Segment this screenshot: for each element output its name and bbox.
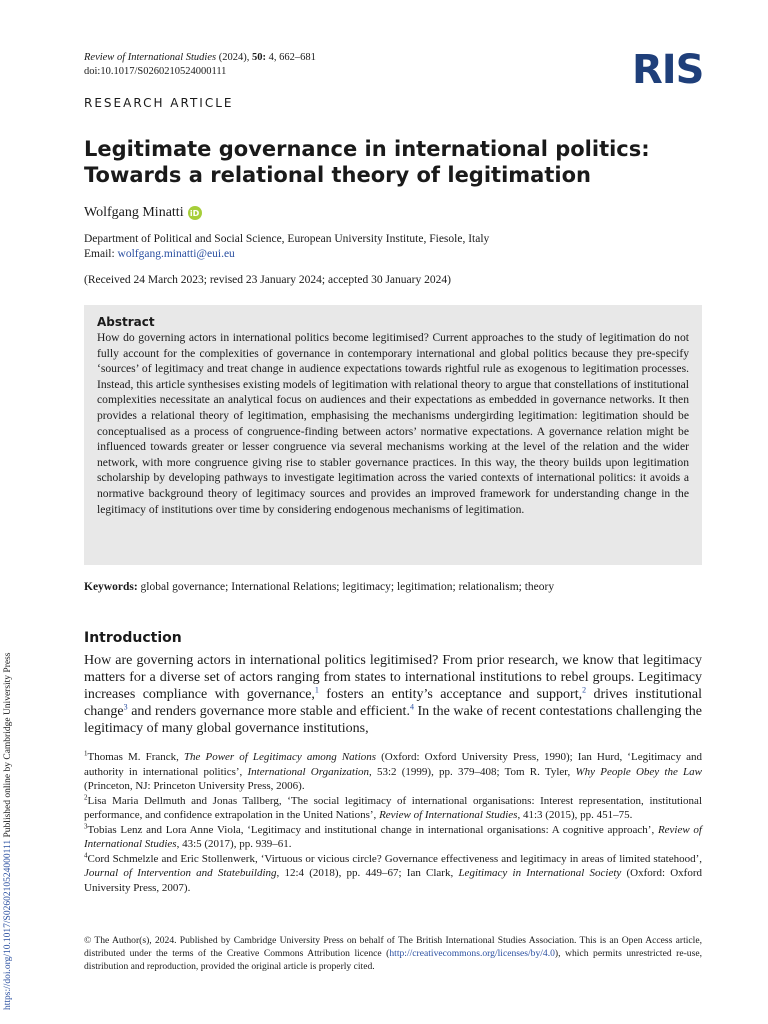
journal-volume: 50: bbox=[251, 52, 266, 63]
footnote-ref-2[interactable]: 2 bbox=[582, 685, 587, 695]
journal-logo: RIS bbox=[632, 47, 704, 93]
article-title bbox=[84, 136, 724, 188]
side-published-text: Published online by Cambridge University Press bbox=[3, 652, 13, 840]
introduction-paragraph bbox=[84, 652, 702, 737]
footnote-ref-3[interactable]: 3 bbox=[123, 702, 128, 712]
journal-issue-pages: 4, 662–681 bbox=[268, 52, 316, 63]
keywords-list: global governance; International Relations; legitimacy; legitimation; relationalism; theory bbox=[140, 581, 555, 593]
abstract-box bbox=[84, 305, 702, 565]
journal-name: Review of International Studies bbox=[84, 52, 217, 63]
email-label: Email: bbox=[84, 248, 115, 260]
orcid-icon[interactable]: iD bbox=[188, 206, 202, 220]
footnote-1: $^1$Thomas M. Franck, The Power of Legitimacy among Nations (Oxford: Oxford University Press, 1990); Ian Hurd, ‘Legitimacy and authority in international politics’, International Organization, 53:2 (1999), pp. 379–408; Tom R. Tyler, Why People Obey the Law (Princeton, NJ: Princeton University Press, 2006). bbox=[84, 749, 703, 792]
submission-dates: (Received 24 March 2023; revised 23 January 2024; accepted 30 January 2024) bbox=[84, 274, 451, 286]
abstract-heading: Abstract bbox=[97, 315, 155, 329]
journal-year: (2024), bbox=[218, 52, 250, 63]
intro-text-part: In the wake of recent contestations challenging the legitimacy of many global governance institutions, bbox=[84, 704, 703, 736]
license-link[interactable]: http://creativecommons.org/licenses/by/4.0 bbox=[389, 948, 555, 959]
article-title-line-1: Legitimate governance in international politics: bbox=[84, 137, 650, 161]
side-margin-doi bbox=[2, 620, 14, 1010]
footnote-4: $^4$Cord Schmelzle and Eric Stollenwerk, ‘Virtuous or vicious circle? Governance effectiveness and legitimacy in areas of limited statehood’, Journal of Intervention and Statebuilding, 12:4 (2018), pp. 449–67; Ian Clark, Legitimacy in International Society (Oxford: Oxford University Press, 2007). bbox=[84, 850, 702, 894]
intro-text-part: How are governing actors in international politics legitimised? From prior research, we know that legitimacy matters for a diverse set of actors ranging from states to international institutions to rebel groups. Legitimacy increases compliance with governance, bbox=[84, 653, 702, 702]
intro-text-part: fosters an entity’s acceptance and support, bbox=[318, 687, 583, 702]
journal-citation bbox=[84, 51, 316, 79]
footnote-2: $^2$Lisa Maria Dellmuth and Jonas Tallberg, ‘The social legitimacy of international organisations: Interest representation, institutional performance, and confidence extrapolation in the United Nations’, Review of International Studies, 41:3 (2015), pp. 451–75. bbox=[84, 792, 702, 821]
abstract-text: How do governing actors in international politics become legitimised? Current approaches to the study of legitimation do not fully account for the complexities of governance in contemporary international and global politics because they pre-specify ‘sources’ of legitimacy and treat change in audience expectations towards rightful rule as exogenous to legitimation processes. Instead, this article synthesises existing models of legitimation with relational theory to argue that constellations of institutional complexities necessitate an analytical focus on audiences and their expectations as embedded in governance networks. It then provides a relational theory of legitimation, emphasising the mechanisms undergirding legitimation: legitimation should be conceptualised as a process of congruence-finding between actors’ normative expectations. A governance relation might be influenced towards greater or lesser congruence via several mechanisms working at the level of the relation and the wider network, with more congruence giving rise to stabler governance practices. In this way, the theory builds upon legitimation scholarship by developing pathways to investigate legitimation across the varied contexts of international politics: it avoids a normative background theory of legitimacy sources and provides an improved framework for understanding change in the legitimacy of institutions over time by considering endogenous mechanisms of legitimation. bbox=[97, 331, 689, 516]
footnote-ref-1[interactable]: 1 bbox=[314, 685, 319, 695]
author-email-link[interactable]: wolfgang.minatti@eui.eu bbox=[117, 248, 235, 260]
section-heading-introduction: Introduction bbox=[84, 630, 182, 646]
keywords-label: Keywords: bbox=[84, 581, 138, 593]
intro-text-part: and renders governance more stable and efficient. bbox=[127, 704, 410, 719]
article-type-label: RESEARCH ARTICLE bbox=[84, 96, 234, 110]
article-title-line-2: Towards a relational theory of legitimation bbox=[84, 163, 591, 187]
footnote-ref-4[interactable]: 4 bbox=[409, 702, 414, 712]
author-line bbox=[84, 205, 202, 221]
intro-text-part: drives institutional change bbox=[84, 687, 702, 719]
license-statement: © The Author(s), 2024. Published by Cambridge University Press on behalf of The British International Studies Association. This is an Open Access article, distributed under the terms of the Creative Commons Attribution licence (http://creativecommons.org/licenses/by/4.0), which permits unrestricted re-use, distribution and reproduction, provided the original article is properly cited. bbox=[84, 935, 702, 972]
footnote-3: $^3$Tobias Lenz and Lora Anne Viola, ‘Legitimacy and institutional change in international organisations: A cognitive approach’, Review of International Studies, 43:5 (2017), pp. 939–61. bbox=[84, 821, 702, 850]
article-doi[interactable]: doi:10.1017/S0260210524000111 bbox=[84, 66, 227, 77]
side-doi-link[interactable]: https://doi.org/10.1017/S0260210524000111 bbox=[3, 839, 13, 1010]
keywords bbox=[84, 580, 704, 595]
author-affiliation: Department of Political and Social Science, European University Institute, Fiesole, Italy bbox=[84, 233, 490, 245]
author-name[interactable]: Wolfgang Minatti bbox=[84, 205, 184, 220]
footnotes bbox=[84, 750, 702, 895]
author-email-line bbox=[84, 247, 235, 262]
